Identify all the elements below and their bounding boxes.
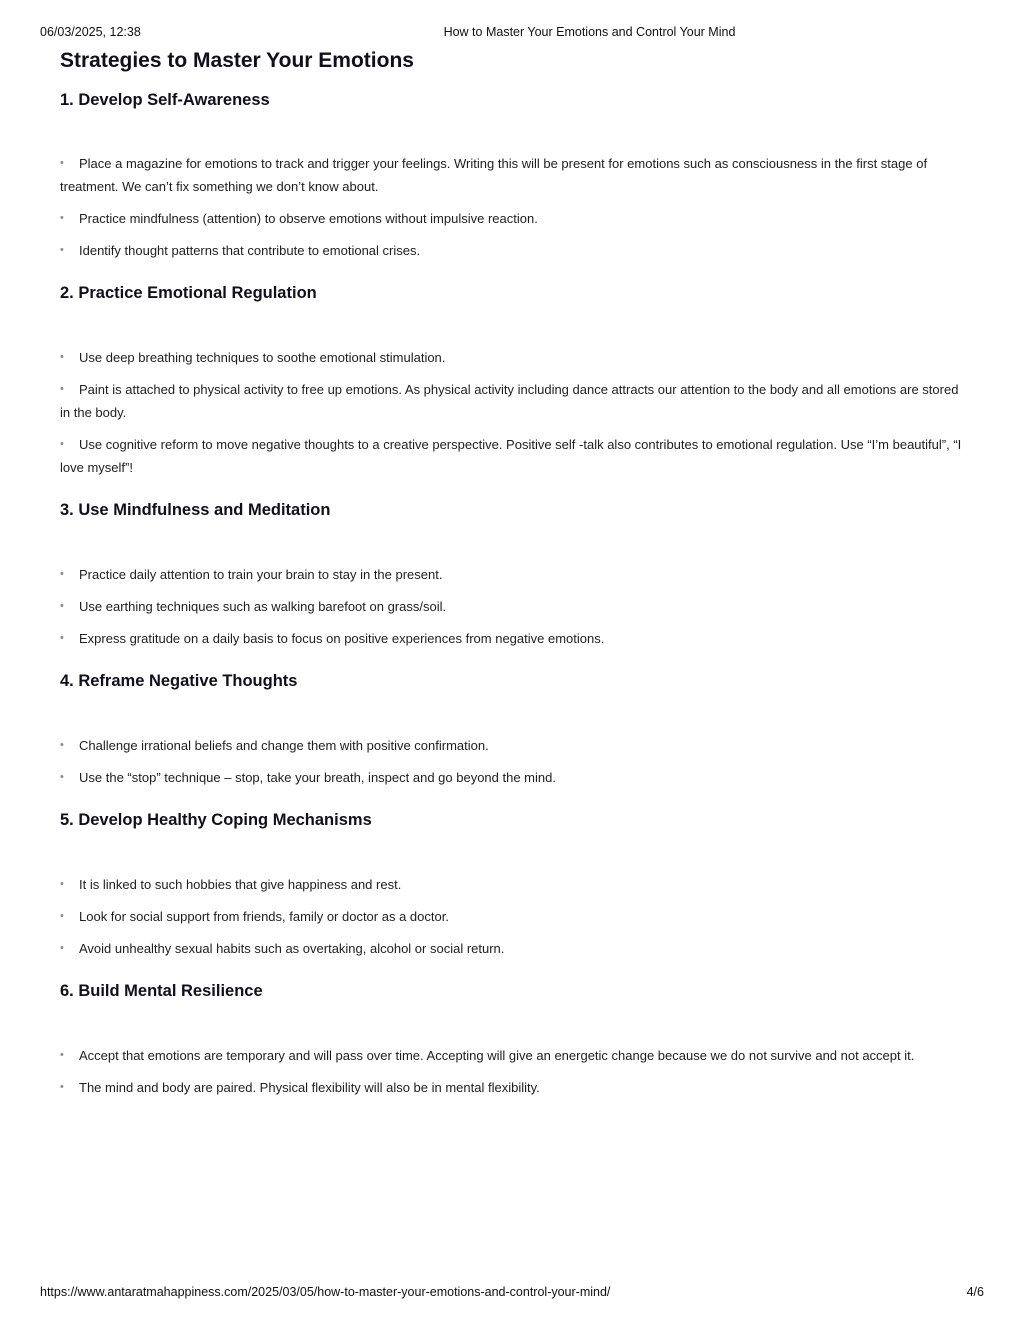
list-item-text: Express gratitude on a daily basis to focus on positive experiences from negative emotions.	[79, 631, 605, 646]
list-item	[60, 873, 965, 896]
list-item-text: Accept that emotions are temporary and will pass over time. Accepting will give an energetic change because we do not survive and not accept it.	[79, 1048, 915, 1063]
section-heading: 3. Use Mindfulness and Meditation	[60, 501, 331, 519]
bullet-icon	[60, 734, 79, 757]
list-item	[60, 905, 965, 928]
bullet-icon	[60, 937, 79, 960]
section-self-awareness	[60, 89, 965, 262]
print-page-title: How to Master Your Emotions and Control Your Mind	[443, 25, 736, 39]
list-item-text: The mind and body are paired. Physical flexibility will also be in mental flexibility.	[79, 1080, 540, 1095]
list-item	[60, 378, 965, 424]
bullet-icon	[60, 378, 79, 401]
bullet-icon	[60, 766, 79, 789]
page-number: 4/6	[966, 1285, 984, 1299]
bullet-list	[60, 734, 965, 789]
section-mental-resilience	[60, 980, 965, 1099]
section-heading: 6. Build Mental Resilience	[60, 982, 263, 1000]
section-heading: 4. Reframe Negative Thoughts	[60, 672, 298, 690]
bullet-icon	[60, 873, 79, 896]
article-content	[60, 46, 965, 1108]
bullet-icon	[60, 563, 79, 586]
list-item	[60, 346, 965, 369]
bullet-icon	[60, 207, 79, 230]
section-heading: 2. Practice Emotional Regulation	[60, 284, 317, 302]
list-item	[60, 937, 965, 960]
list-item-text: Practice daily attention to train your brain to stay in the present.	[79, 567, 443, 582]
list-item	[60, 433, 965, 479]
bullet-list	[60, 152, 965, 262]
list-item-text: Use earthing techniques such as walking barefoot on grass/soil.	[79, 599, 447, 614]
list-item-text: Practice mindfulness (attention) to observe emotions without impulsive reaction.	[79, 211, 538, 226]
bullet-icon	[60, 152, 79, 175]
list-item-text: Place a magazine for emotions to track and trigger your feelings. Writing this will be present for emotions such as consciousness in the first stage of treatment. We can’t fix something we don’t know about.	[60, 156, 928, 194]
bullet-icon	[60, 1044, 79, 1067]
section-heading: 1. Develop Self-Awareness	[60, 91, 270, 109]
print-header	[40, 25, 984, 41]
section-coping-mechanisms	[60, 809, 965, 960]
bullet-list	[60, 563, 965, 650]
list-item	[60, 563, 965, 586]
section-emotional-regulation	[60, 282, 965, 479]
list-item-text: It is linked to such hobbies that give happiness and rest.	[79, 877, 402, 892]
list-item	[60, 766, 965, 789]
list-item	[60, 1044, 965, 1067]
bullet-icon	[60, 595, 79, 618]
section-heading: 5. Develop Healthy Coping Mechanisms	[60, 811, 372, 829]
list-item	[60, 734, 965, 757]
list-item-text: Use cognitive reform to move negative thoughts to a creative perspective. Positive self -talk also contributes to emotional regulation. Use “I’m beautiful”, “I love myself”!	[60, 437, 962, 475]
print-datetime: 06/03/2025, 12:38	[40, 25, 141, 39]
list-item	[60, 595, 965, 618]
bullet-icon	[60, 627, 79, 650]
section-reframe-thoughts	[60, 670, 965, 789]
list-item	[60, 239, 965, 262]
list-item-text: Look for social support from friends, family or doctor as a doctor.	[79, 909, 449, 924]
list-item	[60, 627, 965, 650]
bullet-icon	[60, 905, 79, 928]
bullet-list	[60, 346, 965, 479]
page-url-link[interactable]: https://www.antaratmahappiness.com/2025/03/05/how-to-master-your-emotions-and-control-your-mind/	[40, 1285, 611, 1299]
print-footer	[40, 1285, 984, 1301]
bullet-icon	[60, 239, 79, 262]
bullet-list	[60, 1044, 965, 1099]
bullet-icon	[60, 1076, 79, 1099]
list-item	[60, 1076, 965, 1099]
list-item-text: Avoid unhealthy sexual habits such as overtaking, alcohol or social return.	[79, 941, 505, 956]
bullet-icon	[60, 346, 79, 369]
list-item-text: Challenge irrational beliefs and change them with positive confirmation.	[79, 738, 489, 753]
bullet-icon	[60, 433, 79, 456]
list-item-text: Paint is attached to physical activity to free up emotions. As physical activity including dance attracts our attention to the body and all emotions are stored in the body.	[60, 382, 959, 420]
bullet-list	[60, 873, 965, 960]
list-item-text: Use the “stop” technique – stop, take your breath, inspect and go beyond the mind.	[79, 770, 556, 785]
list-item-text: Use deep breathing techniques to soothe emotional stimulation.	[79, 350, 446, 365]
section-mindfulness-meditation	[60, 499, 965, 650]
list-item	[60, 207, 965, 230]
list-item	[60, 152, 965, 198]
list-item-text: Identify thought patterns that contribute to emotional crises.	[79, 243, 421, 258]
page-title: Strategies to Master Your Emotions	[60, 49, 414, 72]
